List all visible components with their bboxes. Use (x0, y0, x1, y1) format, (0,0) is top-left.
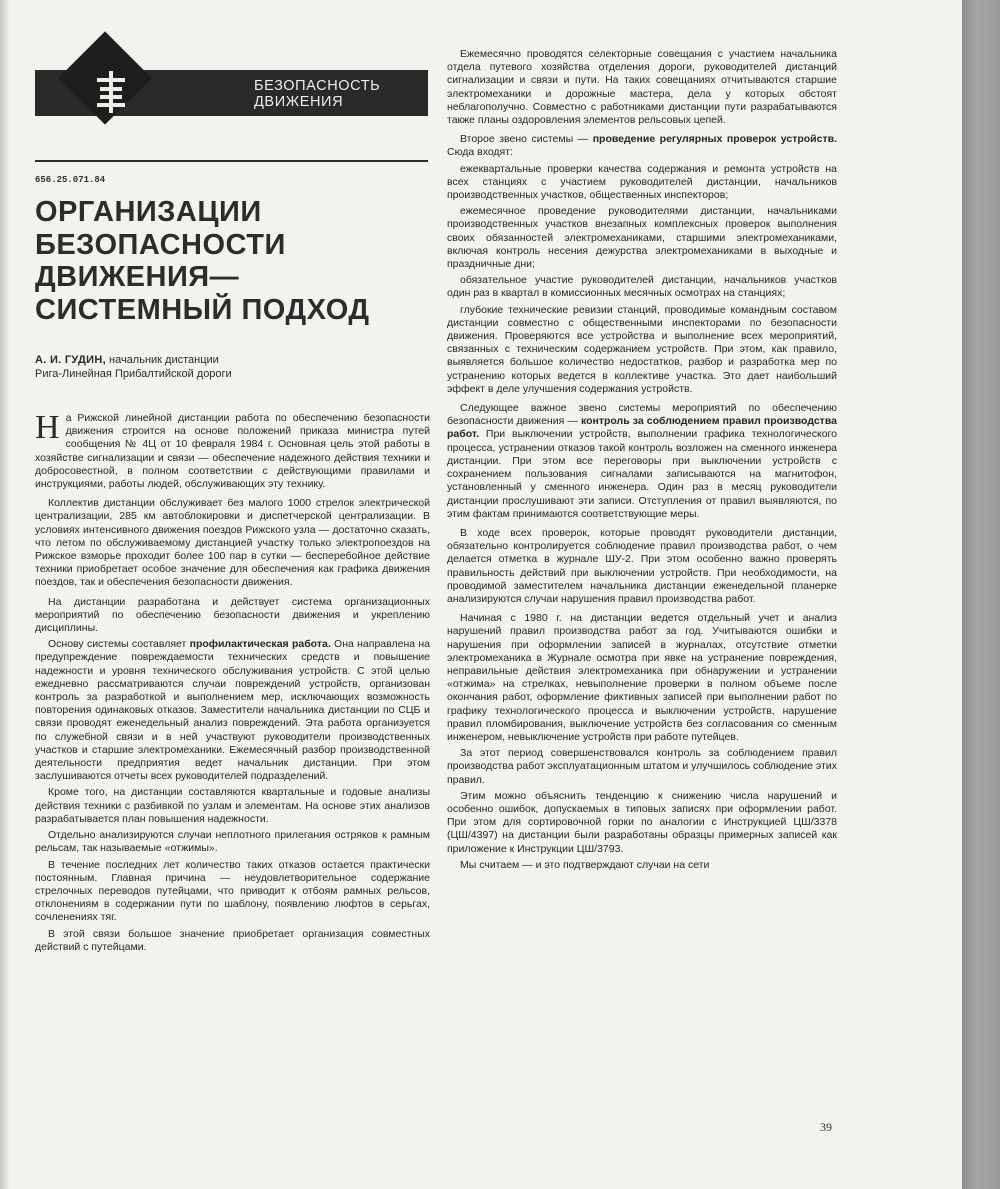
paragraph: На дистанции разработана и действует система организационных мероприятий по обеспечению безопасности движения и укреплению дисциплины. (35, 595, 430, 635)
author-byline (35, 353, 415, 381)
paragraph: В ходе всех проверок, которые проводят руководители дистанции, обязательно контролируется соблюдение правил производства работ, о чем делается отметка в журнале ШУ-2. При этом особенно важно проверять правильность действий при выключении устройств. При необходимости, на проводимой заместителем начальника дистанции еженедельной планерке анализируются случаи нарушения правил производства работ. (447, 526, 837, 605)
author-affiliation: Рига-Линейная Прибалтийской дороги (35, 368, 232, 380)
paragraph: Ежемесячно проводятся селекторные совещания с участием начальника отдела путевого хозяйства отделения дороги, руководителей дистанций сигнализации и связи и пути. На таких совещаниях отчитываются старшие электромеханики и дорожные мастера, дела у которых обстоят неблагополучно. Совместно с работниками дистанции пути разрабатываются также планы оздоровления элементов рельсовых цепей. (447, 48, 837, 127)
drop-cap: Н (35, 412, 60, 446)
paragraph: Начиная с 1980 г. на дистанции ведется отдельный учет и анализ нарушений правил производства работ за год. Учитываются ошибки и нарушения при оформлении записей в журналах, отсутствие отметки электромеханика в Журнале осмотра при явке на устранение повреждения, неправильные действия электромеханика при обнаружении и устранении «отжима» на стрелках, невыполнение проверки в полном объеме после окончания работ, оформление фиктивных записей при выполнении работ по графику технологического процесса и выключении устройств, нарушение правил пломбирования, выключение устройств без согласования со сменным инженером, невыключение устройств при работе путейцев. (447, 612, 837, 743)
paragraph: Этим можно объяснить тенденцию к снижению числа нарушений и особенно ошибок, допускаемых в типовых записях при оформлении работ. При этом для сортировочной горки по аналогии с Инструкцией ЦШ/3378 (ЦШ/4397) на дистанции были разработаны образцы примерных записей как приложение к Инструкции ЦШ/3793. (447, 789, 837, 855)
paragraph: Мы считаем — и это подтверждают случаи на сети (460, 858, 710, 871)
paragraph: Коллектив дистанции обслуживает без малого 1000 стрелок электрической централизации, 285 км автоблокировки и диспетчерской централизации. В условиях интенсивного движения поездов Рижского узла — достаточно сказать, что летом по обслуживаемому дистанцией участку только электропоездов на Рижское взморье проходит более 100 пар в сутки — бесперебойное действие техники приобретает особое значение для обеспечения как графика движения поездов, так и обеспечения безопасности движения. (35, 497, 430, 589)
right-column (447, 48, 837, 1123)
paragraph: За этот период совершенствовался контроль за соблюдением правил производства работ эксплуатационным штатом и улучшилось соблюдение этих правил. (447, 747, 837, 786)
header-rule (35, 160, 428, 162)
paragraph: Следующее важное звено системы мероприятий по обеспечению безопасности движения — контроль за соблюдением правил производства работ. При выключении устройств, выполнении графика технологического процесса, устранении отказов такой контроль возложен на сменного инженера дистанции. При этом все переговоры при выключении устройств с сохранением пользования сигналами записываются на магнитофон, установленный у сменного инженера. Один раз в месяц руководители дистанции прослушивают эти записи. Отступления от правил выявляются, по этим фактам принимаются соответствующие меры. (447, 402, 837, 520)
left-column (35, 412, 430, 1112)
paragraph: обязательное участие руководителей дистанции, начальников участков один раз в квартал в комиссионных месячных осмотрах на станциях; (447, 274, 837, 300)
scan-edge (962, 0, 1000, 1189)
udc-code: 656.25.071.84 (35, 175, 106, 185)
paragraph: Кроме того, на дистанции составляются квартальные и годовые анализы действия техники с разбивкой по узлам и элементам. На основе этих анализов разрабатывается план повышения надежности. (35, 786, 430, 825)
paragraph: Отдельно анализируются случаи неплотного прилегания остряков к рамным рельсам, так называемые «отжимы». (35, 829, 430, 855)
paragraph: ежеквартальные проверки качества содержания и ремонта устройств на всех станциях с участием руководителей дистанции, начальников производственных участков, общественных инспекторов; (447, 162, 837, 202)
paragraph: Основу системы составляет профилактическая работа. Она направлена на предупреждение повреждаемости технических средств и повышение надежности и уровня технического обслуживания устройств. С этой целью ежедневно рассматриваются случаи повреждений устройств, организован контроль за разработкой и выполнением мер, исключающих возможность повторения одинаковых отказов. Заместители начальника дистанции по СЦБ и связи проводят еженедельный анализ повреждений. Эта работа организуется по служебной связи и в ней участвуют руководители производственных участков и старшие электромеханики. Ежемесячный разбор производственной деятельности предприятия ведет начальник дистанции. При этом заслушиваются отчеты всех руководителей подразделений. (35, 638, 430, 783)
section-label: БЕЗОПАСНОСТЬ ДВИЖЕНИЯ (254, 78, 381, 110)
author-name: А. И. ГУДИН, (35, 354, 106, 366)
paragraph: глубокие технические ревизии станций, проводимые командным составом дистанции совместно с общественными инспекторами по безопасности движения. Проверяются все устройства и выполнение всех мероприятий, связанных с техническим содержанием устройств. При этом, как правило, выявляется большое количество недостатков, разбор и разработка мер по устранению которых ведется в коллективе участка. Это дает наибольший эффект в деле улучшения содержания устройств. (447, 303, 837, 395)
paragraph: В течение последних лет количество таких отказов остается практически постоянным. Главная причина — неудовлетворительное содержание стрелочных переводов путейцами, что приводит к отбоям рамных рельсов, отклонениям в содержании пути по шаблону, появлению люфтов в серьгах, сочленениях тяг. (35, 858, 430, 924)
railway-emblem-icon (86, 68, 136, 116)
paragraph: ежемесячное проведение руководителями дистанции, начальниками производственных участков внезапных комплексных проверок выполнения своих обязанностей электромеханиками, старшими электромеханиками, включая контроль несения дежурства электромеханиками в выходные и праздничные дни; (447, 205, 837, 271)
scan-shadow-left (0, 0, 10, 1189)
author-role: начальник дистанции (109, 354, 219, 366)
article-title: ОРГАНИЗАЦИИ БЕЗОПАСНОСТИ ДВИЖЕНИЯ— СИСТЕМНЫЙ ПОДХОД (35, 196, 370, 326)
paragraph: Второе звено системы — проведение регулярных проверок устройств. Сюда входят: (447, 133, 837, 159)
paragraph: В этой связи большое значение приобретает организация совместных действий с путейцами. (35, 927, 430, 953)
paragraph: На Рижской линейной дистанции работа по обеспечению безопасности движения строится на основе положений приказа министра путей сообщения № 4Ц от 10 февраля 1984 г. Основная цель этой работы в хозяйстве сигнализации и связи — обеспечение надежного действия техники и добросовестной, в полном соответствии с действующими правилами и инструкциями, работы людей, обслуживающих эту технику. (35, 412, 430, 491)
page-number: 39 (820, 1120, 832, 1134)
